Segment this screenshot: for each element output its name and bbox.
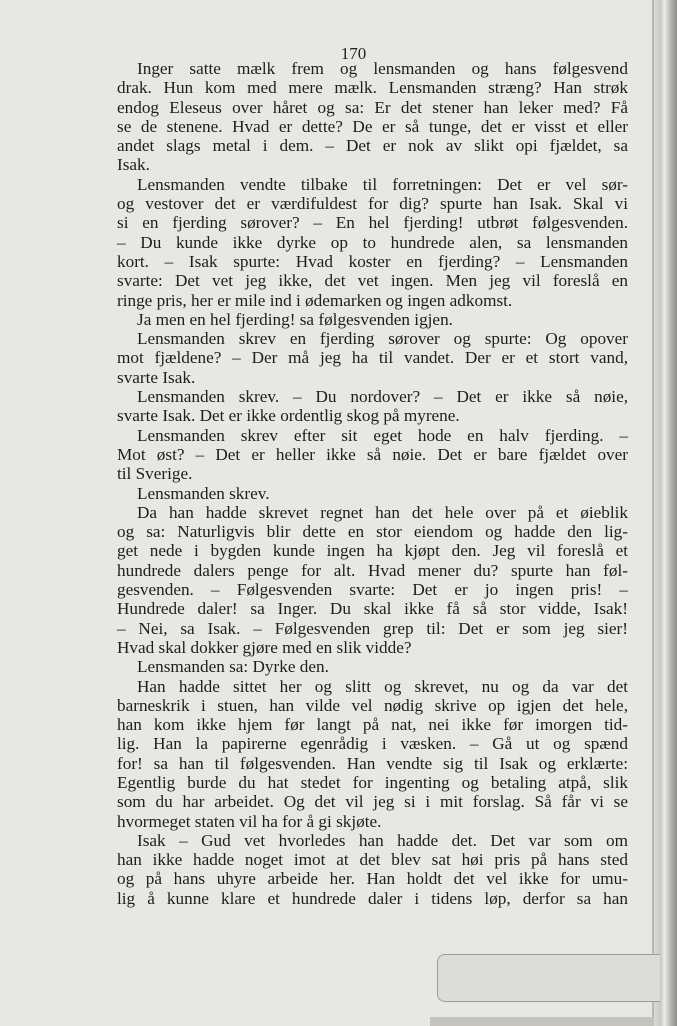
text-line: han kom ikke hjem før langt på nat, nei ikke før imorgen tid- <box>117 715 628 735</box>
text-line: Isak. <box>117 155 150 175</box>
text-line: get nede i bygden kunde ingen ha kjøpt den. Jeg vil foreslå et <box>117 541 628 561</box>
text-line: Lensmanden skrev efter sit eget hode en halv fjerding. – <box>137 425 628 445</box>
text-line: Hundrede daler! sa Inger. Du skal ikke få så stor vidde, Isak! <box>117 599 628 619</box>
text-line: hvormeget staten vil ha for å gi skjøte. <box>117 811 382 831</box>
paragraph <box>117 831 628 908</box>
text-line: til Sverige. <box>117 464 193 484</box>
text-line: kort. – Isak spurte: Hvad koster en fjerding? – Lensmanden <box>117 251 628 271</box>
paragraph <box>117 310 628 329</box>
page-body-text <box>117 59 628 908</box>
text-line: svarte Isak. Det er ikke ordentlig skog på myrene. <box>117 406 460 426</box>
text-line: hundrede dalers penge for alt. Hvad mener du? spurte han føl- <box>117 560 628 580</box>
text-line: se de stenene. Hvad er dette? De er så tunge, det er visst et eller <box>117 116 628 136</box>
text-line: svarte Isak. <box>117 367 196 387</box>
text-line: Lensmanden sa: Dyrke den. <box>137 657 329 677</box>
paragraph <box>117 387 628 426</box>
text-line: Lensmanden vendte tilbake til forretningen: Det er vel sør- <box>137 174 628 194</box>
text-line: – Nei, sa Isak. – Følgesvenden grep til: Det er som jeg sier! <box>117 618 628 638</box>
book-spine-edge <box>654 0 677 1026</box>
text-line: Ja men en hel fjerding! sa følgesvenden igjen. <box>137 309 453 329</box>
text-line: Hvad skal dokker gjøre med en slik vidde? <box>117 637 412 657</box>
text-line: Isak – Gud vet hvorledes han hadde det. Det var som om <box>137 830 628 850</box>
paragraph <box>117 503 628 657</box>
paragraph <box>117 329 628 387</box>
paragraph <box>117 59 628 175</box>
text-line: Han hadde sittet her og slitt og skrevet, nu og da var det <box>137 676 628 696</box>
book-bottom-edge <box>430 1017 654 1026</box>
paragraph <box>117 175 628 310</box>
text-line: svarte: Det vet jeg ikke, det vet ingen. Men jeg vil foreslå en <box>117 271 628 291</box>
text-line: si en fjerding sørover? – En hel fjerding! utbrøt følgesvenden. <box>117 213 628 233</box>
text-line: for! sa han til følgesvenden. Han vendte sig til Isak og erklærte: <box>117 753 628 773</box>
text-line: og på hans uhyre arbeide her. Han holdt det vel ikke for umu- <box>117 869 628 889</box>
text-line: endog Eleseus over håret og sa: Er det stener han leker med? Få <box>117 97 628 117</box>
text-line: ringe pris, her er mile ind i ødemarken og ingen adkomst. <box>117 290 513 310</box>
paragraph <box>117 677 628 831</box>
text-line: lig å kunne klare et hundrede daler i tidens løp, derfor sa han <box>117 888 628 908</box>
text-line: og sa: Naturligvis blir dette en stor eiendom og hadde den lig- <box>117 522 628 542</box>
text-line: han ikke hadde noget imot at det blev sat høi pris på hans sted <box>117 850 628 870</box>
text-line: mot fjældene? – Der må jeg ha til vandet. Der er et stort vand, <box>117 348 628 368</box>
text-line: Lensmanden skrev. – Du nordover? – Det er ikke så nøie, <box>137 387 628 407</box>
text-line: Lensmanden skrev. <box>137 483 270 503</box>
text-line: drak. Hun kom med mere mælk. Lensmanden stræng? Han strøk <box>117 78 628 98</box>
text-line: Inger satte mælk frem og lensmanden og hans følgesvend <box>137 59 628 78</box>
library-label-sticker <box>437 954 660 1002</box>
text-line: – Du kunde ikke dyrke op to hundrede alen, sa lensmanden <box>117 232 628 252</box>
paragraph <box>117 426 628 484</box>
text-line: barneskrik i stuen, han vilde vel nødig skrive op igjen det hele, <box>117 695 628 715</box>
text-line: andet slags metal i dem. – Det er nok av slikt opi fjældet, sa <box>117 136 628 156</box>
text-line: Egentlig burde du hat stedet for ingenting og betaling atpå, slik <box>117 772 628 792</box>
text-line: Da han hadde skrevet regnet han det hele over på et øieblik <box>137 502 628 522</box>
page-number: 170 <box>340 44 367 63</box>
text-line: som du har arbeidet. Og det vil jeg si i mit forslag. Så får vi se <box>117 792 628 812</box>
text-line: lig. Han la papirerne egenrådig i væsken. – Gå ut og spænd <box>117 734 628 754</box>
text-line: Mot øst? – Det er heller ikke så nøie. Det er bare fjældet over <box>117 444 628 464</box>
text-line: Lensmanden skrev en fjerding sørover og spurte: Og opover <box>137 329 628 349</box>
paragraph <box>117 484 628 503</box>
text-line: og vestover det er værdifuldest for dig? spurte han Isak. Skal vi <box>117 194 628 214</box>
paragraph <box>117 657 628 676</box>
text-line: gesvenden. – Følgesvenden svarte: Det er jo ingen pris! – <box>117 580 628 600</box>
